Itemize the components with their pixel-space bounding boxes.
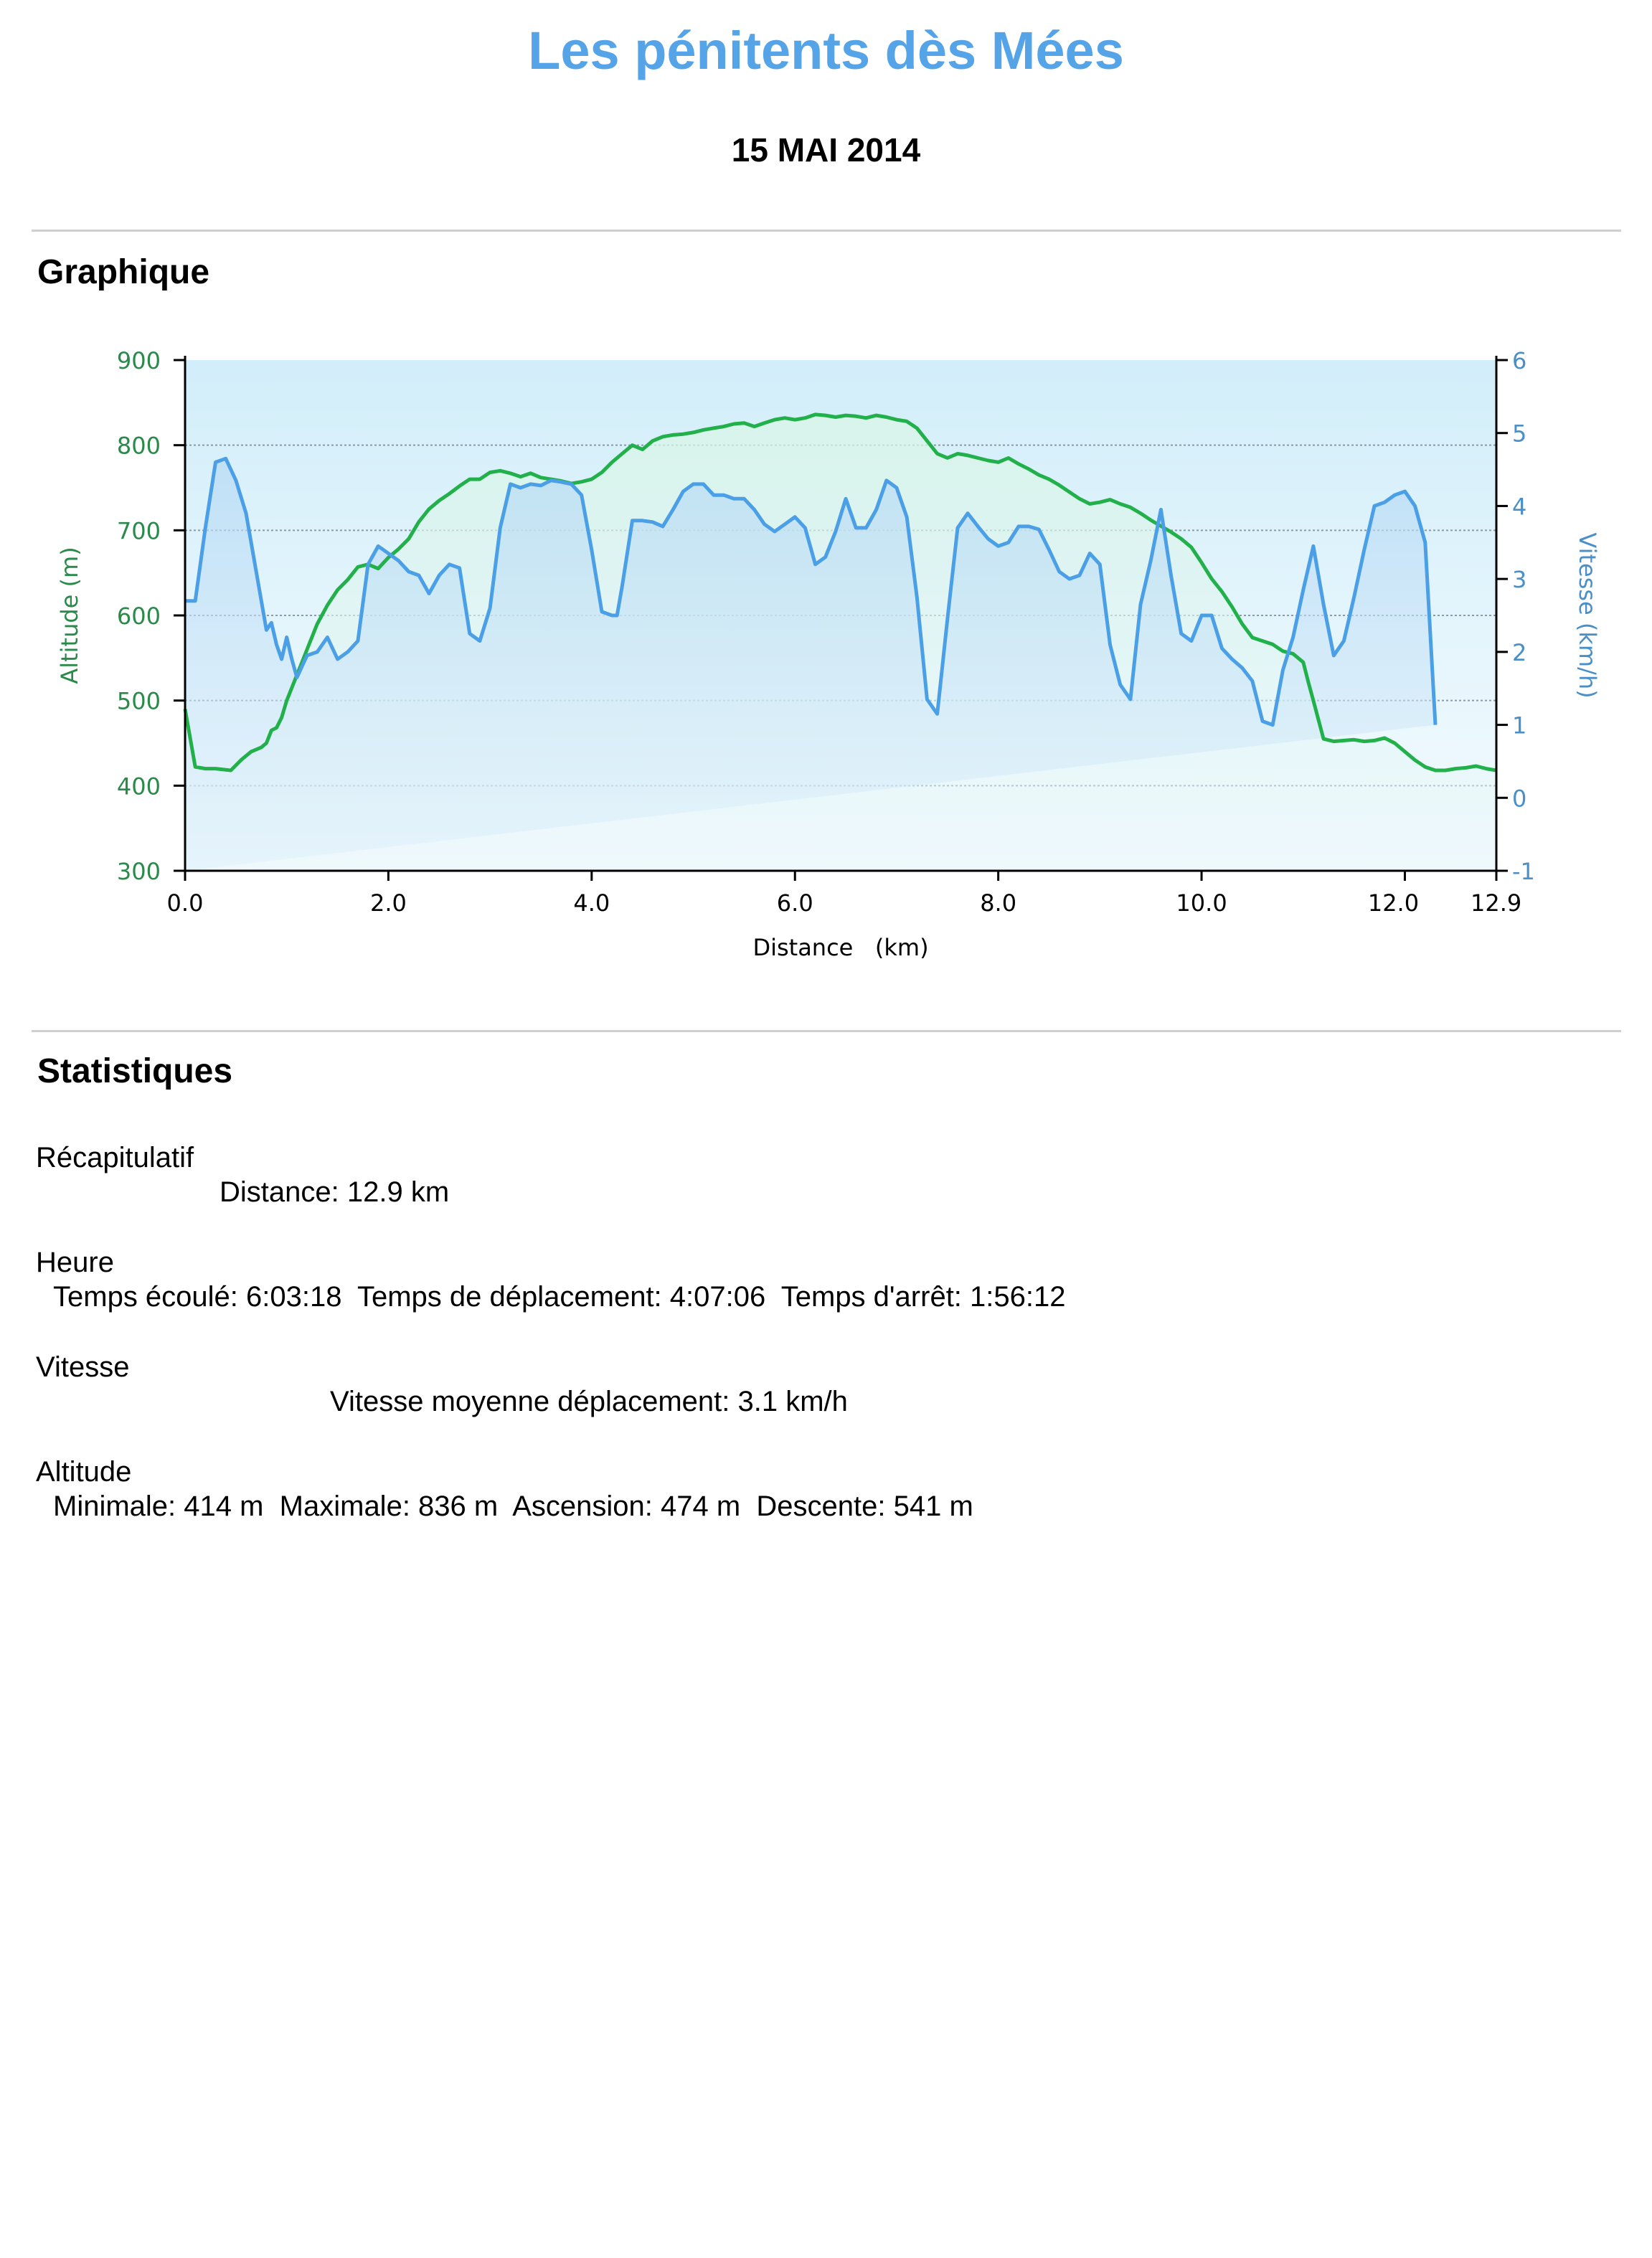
y2-tick-label: 2 [1512, 638, 1527, 666]
x-axis-label: Distance (km) [752, 934, 929, 961]
divider-middle [32, 1030, 1621, 1032]
x-tick-label: 2.0 [369, 889, 407, 917]
summary-label: Récapitulatif [36, 1142, 194, 1173]
y2-tick-label: 0 [1512, 785, 1527, 813]
speed-line: Vitesse moyenne déplacement: 3.1 km/h [330, 1386, 848, 1417]
y-tick-label: 300 [116, 858, 161, 885]
page-title: Les pénitents dès Mées [528, 21, 1124, 80]
y2-tick-label: 6 [1512, 347, 1527, 374]
divider-top [32, 230, 1621, 232]
y-tick-label: 700 [116, 517, 161, 545]
y2-axis-label: Vitesse (km/h) [1574, 532, 1601, 699]
y-tick-label: 900 [116, 347, 161, 374]
y2-tick-label: 5 [1512, 420, 1527, 448]
x-tick-label: 12.0 [1367, 889, 1420, 917]
time-line: Temps écoulé: 6:03:18 Temps de déplacement: 4:07:06 Temps d'arrêt: 1:56:12 [53, 1281, 1066, 1313]
altitude-speed-chart [0, 330, 1652, 990]
y-tick-label: 600 [116, 603, 161, 630]
altitude-line: Minimale: 414 m Maximale: 836 m Ascension: 474 m Descente: 541 m [53, 1491, 973, 1522]
y2-tick-label: 4 [1512, 493, 1527, 521]
y-tick-label: 500 [116, 687, 161, 715]
speed-label: Vitesse [36, 1351, 130, 1383]
y2-tick-label: -1 [1512, 858, 1535, 885]
y-axis-label: Altitude (m) [56, 547, 83, 684]
time-label: Heure [36, 1247, 114, 1278]
x-tick-label: 4.0 [573, 889, 610, 917]
summary-line: Distance: 12.9 km [220, 1176, 450, 1208]
report-date: 15 MAI 2014 [731, 131, 921, 169]
x-tick-label: 0.0 [166, 889, 204, 917]
y2-tick-label: 1 [1512, 712, 1527, 740]
x-tick-label: 10.0 [1176, 889, 1227, 917]
altitude-label: Altitude [36, 1456, 132, 1488]
y2-tick-label: 3 [1512, 566, 1527, 594]
y-tick-label: 800 [116, 432, 161, 460]
x-tick-label: 12.9 [1471, 889, 1522, 917]
x-tick-label: 8.0 [980, 889, 1017, 917]
x-tick-label: 6.0 [776, 889, 813, 917]
y-tick-label: 400 [116, 773, 161, 800]
graph-section-title: Graphique [37, 253, 210, 291]
stats-section-title: Statistiques [37, 1052, 233, 1090]
